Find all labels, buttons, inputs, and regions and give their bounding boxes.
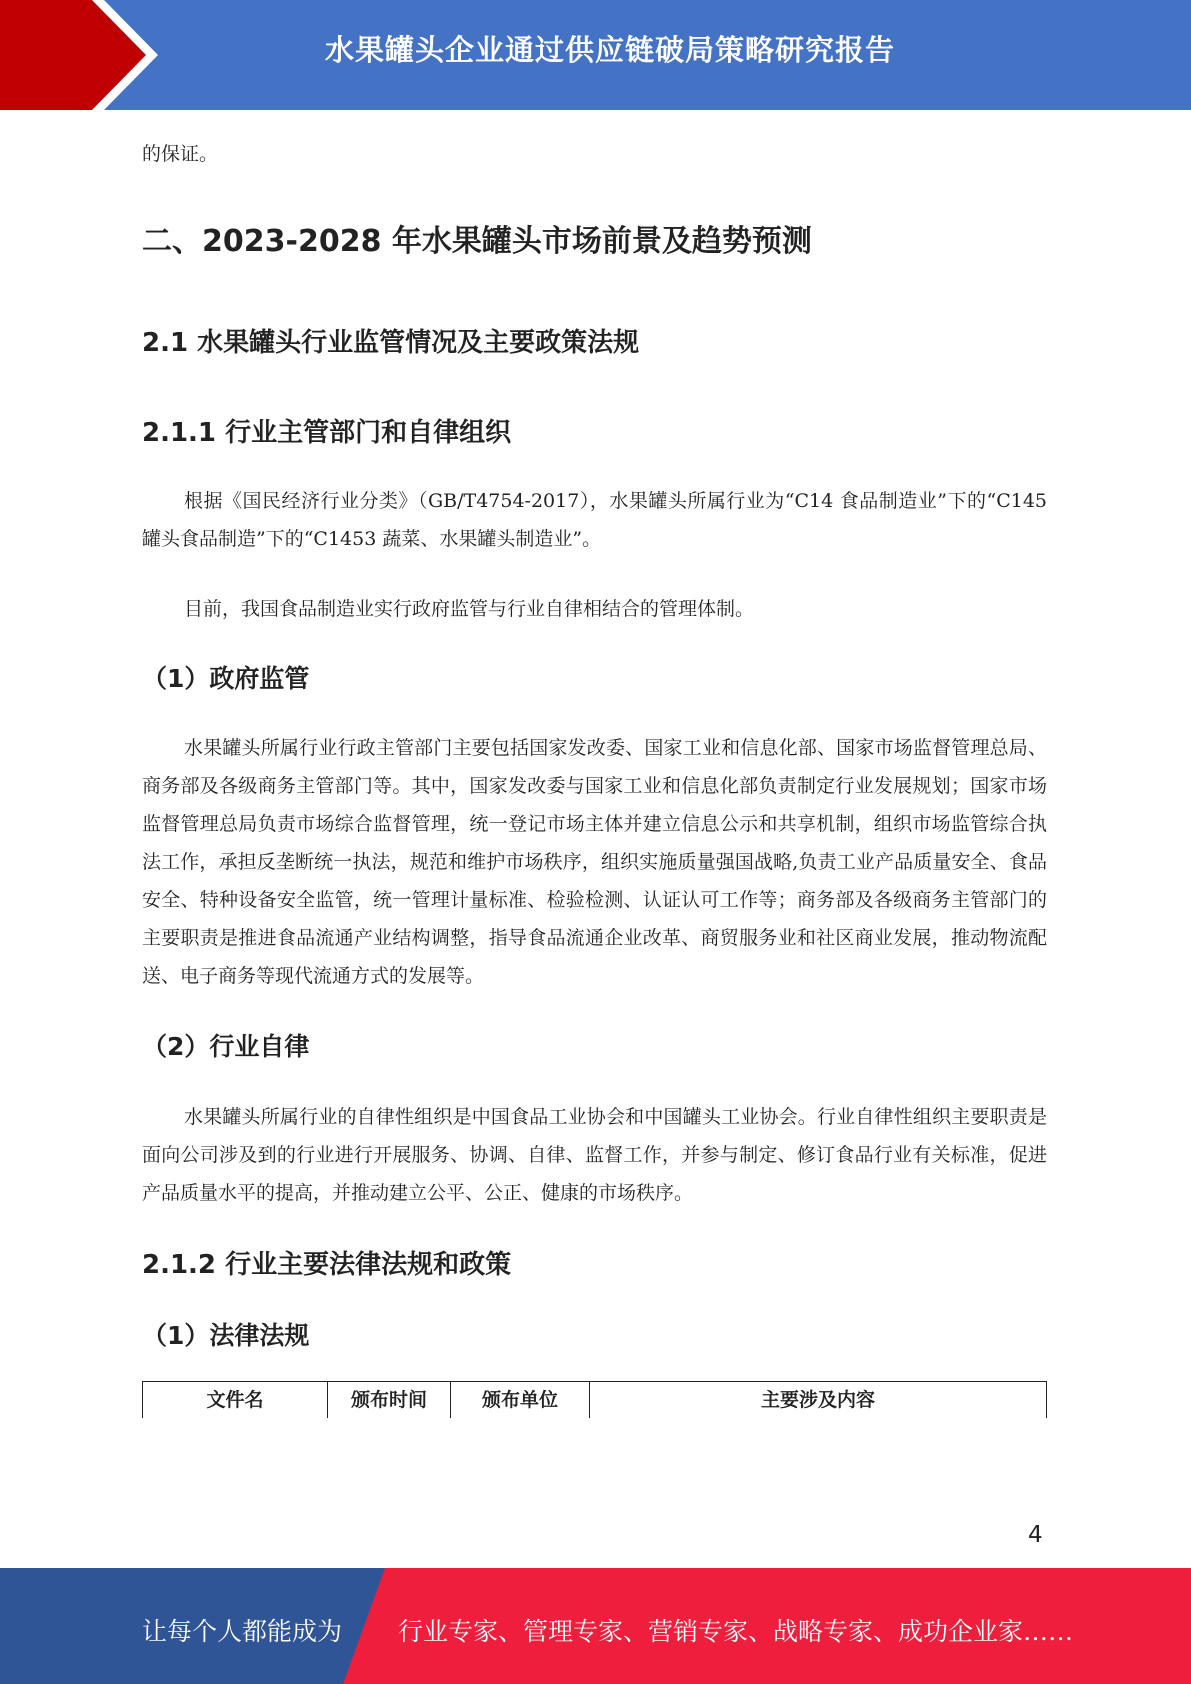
subsection-laws-title: （1）法律法规 <box>142 1321 310 1350</box>
subsection-self-regulation-title: （2）行业自律 <box>142 1032 310 1061</box>
subsection-government-title: （1）政府监管 <box>142 664 310 693</box>
page-footer <box>0 1568 1191 1684</box>
footer-slogan-left: 让每个人都能成为 <box>142 1617 343 1646</box>
section-2-1-2-title: 2.1.2 行业主要法律法规和政策 <box>142 1250 512 1280</box>
column-header-content: 主要涉及内容 <box>589 1382 1047 1418</box>
paragraph-classification: 根据《国民经济行业分类》（GB/T4754-2017），水果罐头所属行业为“C14 食品制造业”下的“C145 罐头食品制造”下的“C1453 蔬菜、水果罐头制造业”。 <box>142 490 1047 550</box>
laws-table-header <box>142 1381 1047 1418</box>
footer-slogan-right: 行业专家、管理专家、营销专家、战略专家、成功企业家…… <box>398 1617 1074 1646</box>
column-header-filename: 文件名 <box>142 1382 327 1418</box>
paragraph-current-system: 目前，我国食品制造业实行政府监管与行业自律相结合的管理体制。 <box>184 598 755 620</box>
section-2-1-title: 2.1 水果罐头行业监管情况及主要政策法规 <box>142 328 640 358</box>
paragraph-self-regulation: 水果罐头所属行业的自律性组织是中国食品工业协会和中国罐头工业协会。行业自律性组织主要职责是面向公司涉及到的行业进行开展服务、协调、自律、监督工作，并参与制定、修订食品行业有关标准，促进产品质量水平的提高，并推动建立公平、公正、健康的市场秩序。 <box>142 1106 1047 1204</box>
header-title: 水果罐头企业通过供应链破局策略研究报告 <box>324 33 895 67</box>
column-header-issue-date: 颁布时间 <box>327 1382 450 1418</box>
column-header-issuer: 颁布单位 <box>450 1382 589 1418</box>
paragraph-government: 水果罐头所属行业行政主管部门主要包括国家发改委、国家工业和信息化部、国家市场监督管理总局、商务部及各级商务主管部门等。其中，国家发改委与国家工业和信息化部负责制定行业发展规划；国家市场监督管理总局负责市场综合监督管理，统一登记市场主体并建立信息公示和共享机制，组织市场监管综合执法工作，承担反垄断统一执法，规范和维护市场秩序，组织实施质量强国战略,负责工业产品质量安全、食品安全、特种设备安全监管，统一管理计量标准、检验检测、认证认可工作等；商务部及各级商务主管部门的主要职责是推进食品流通产业结构调整，指导食品流通企业改革、商贸服务业和社区商业发展，推动物流配送、电子商务等现代流通方式的发展等。 <box>142 737 1047 987</box>
intro-line: 的保证。 <box>142 143 219 165</box>
page-number: 4 <box>1028 1522 1043 1548</box>
section-2-1-1-title: 2.1.1 行业主管部门和自律组织 <box>142 418 512 448</box>
page-header <box>0 0 1191 110</box>
section-2-title: 二、2023-2028 年水果罐头市场前景及趋势预测 <box>142 224 812 259</box>
